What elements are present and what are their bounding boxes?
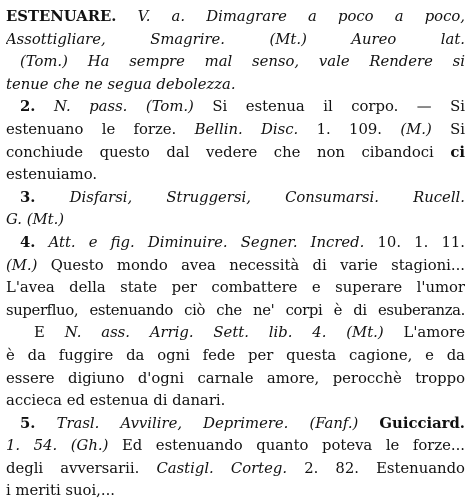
- entry-line-19: 5. Trasl. Avvilire, Deprimere. (Fanf.) Guicciard.: [20, 414, 465, 432]
- entry-line-4: tenue che ne segua debolezza.: [6, 75, 236, 93]
- entry-line-17: essere digiuno d'ogni carnale amore, perocchè troppo: [6, 369, 465, 387]
- sense-number: 3.: [20, 188, 36, 206]
- entry-line-11: 4. Att. e fig. Diminuire. Segner. Incred. 10. 1. 11.: [20, 233, 465, 251]
- headword: ESTENUARE.: [6, 8, 117, 25]
- entry-line-21: degli avversarii. Castigl. Corteg. 2. 82. Estenuando: [6, 459, 465, 477]
- sense-number: 5.: [20, 414, 36, 432]
- entry-line-18: accieca ed estenua di danari.: [6, 392, 226, 410]
- entry-line-6: estenuano le forze. Bellin. Disc. 1. 109. (M.) Si: [6, 120, 465, 138]
- entry-line-12: (M.) Questo mondo avea necessità di varie stagioni...: [6, 256, 465, 274]
- entry-line-1: [6, 6, 465, 29]
- entry-line-15: E N. ass. Arrig. Sett. lib. 4. (Mt.) L'amore: [34, 324, 465, 342]
- entry-line-10: G. (Mt.): [6, 211, 65, 229]
- definition-text: V. a. Dimagrare a poco a poco,: [137, 8, 465, 25]
- entry-line-5: 2. N. pass. (Tom.) Si estenua il corpo. — Si: [20, 98, 465, 116]
- entry-line-14: superfluo, estenuando ciò che ne' corpi è di esuberanza.: [6, 301, 465, 319]
- entry-line-13: L'avea della state per combattere e superare l'umor: [6, 279, 465, 297]
- sense-number: 4.: [20, 233, 36, 251]
- entry-line-22: i meriti suoi,...: [6, 482, 115, 500]
- entry-line-16: è da fuggire da ogni fede per questa cagione, e da: [6, 346, 465, 364]
- entry-line-9: 3. Disfarsi, Struggersi, Consumarsi. Rucell.: [20, 188, 465, 206]
- sense-number: 2.: [20, 98, 36, 116]
- entry-line-20: 1. 54. (Gh.) Ed estenuando quanto poteva le forze...: [6, 437, 465, 455]
- entry-line-2: Assottigliare, Smagrire. (Mt.) Aureo lat.: [6, 30, 465, 48]
- entry-line-7: conchiude questo dal vedere che non cibandoci ci: [6, 143, 465, 161]
- entry-line-3: (Tom.) Ha sempre mal senso, vale Rendere si: [20, 53, 465, 71]
- entry-line-8: estenuiamo.: [6, 166, 98, 184]
